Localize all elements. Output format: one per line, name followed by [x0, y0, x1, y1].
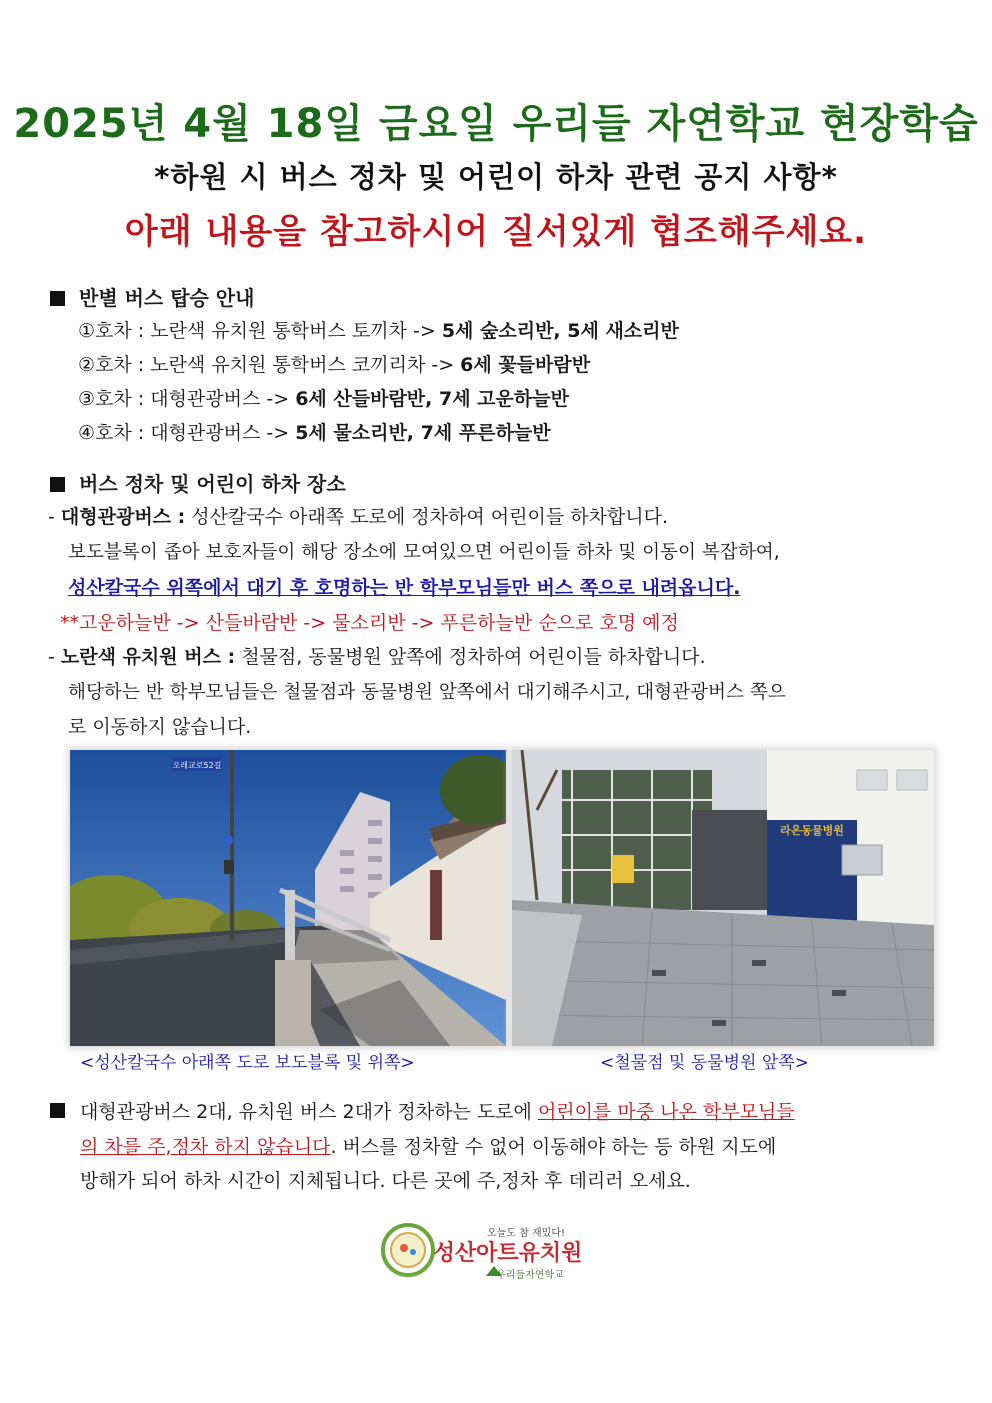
parking-notice-bullet — [50, 1098, 79, 1122]
call-order-note: **고운하늘반 -> 산들바람반 -> 물소리반 -> 푸른하늘반 순으로 호명 예정 — [60, 612, 679, 634]
logo-sub: 우리들자연학교 — [496, 1270, 564, 1281]
main-title: 2025년 4월 18일 금요일 우리들 자연학교 현장학습 — [13, 101, 979, 147]
shop-sign-text: 라온동물병원 — [780, 824, 844, 837]
section-stop-location-heading: 버스 정차 및 어린이 하차 장소 — [50, 468, 346, 497]
logo-tagline: 오늘도 참 재밌다! — [487, 1228, 565, 1239]
bus-item-2: ②호차 : 노란색 유치원 통학버스 코끼리차 -> 6세 꽃들바람반 — [78, 354, 591, 376]
logo-emblem-icon — [380, 1218, 620, 1284]
bus-item-3: ③호차 : 대형관광버스 -> 6세 산들바람반, 7세 고운하늘반 — [78, 388, 569, 410]
cooperation-request: 아래 내용을 참고하시어 질서있게 협조해주세요. — [124, 212, 868, 252]
sidewalk-note: 보도블록이 좁아 보호자들이 해당 장소에 모여있으면 어린이들 하차 및 이동이 복잡하여, — [68, 542, 780, 563]
square-bullet-icon — [50, 291, 65, 306]
parent-wait-note-cont: 로 이동하지 않습니다. — [68, 716, 252, 738]
bus-item-4: ④호차 : 대형관광버스 -> 5세 물소리반, 7세 푸른하늘반 — [78, 422, 551, 444]
parking-notice-line1: 대형관광버스 2대, 유치원 버스 2대가 정차하는 도로에 어린이를 마중 나온 학부모님들 — [80, 1101, 795, 1123]
square-bullet-icon — [50, 477, 65, 492]
square-bullet-icon — [50, 1103, 65, 1118]
bus-item-1: ①호차 : 노란색 유치원 통학버스 토끼차 -> 5세 숲소리반, 5세 새소리반 — [78, 320, 679, 342]
kindergarten-logo — [380, 1218, 620, 1284]
street-sign-text: 오레교로52길 — [172, 761, 222, 770]
logo-name: 성산아트유치원 — [433, 1241, 583, 1266]
hardware-store-photo-image — [512, 750, 934, 1046]
parking-notice-line3: 방해가 되어 하차 시간이 지체됩니다. 다른 곳에 주,정차 후 데리러 오세요. — [80, 1170, 691, 1192]
section-bus-boarding-heading: 반별 버스 탑승 안내 — [50, 282, 254, 311]
parking-notice-line2: 의 차를 주,정차 하지 않습니다. 버스를 정차할 수 없어 이동해야 하는 등 하원 지도에 — [80, 1136, 777, 1158]
left-photo-caption: <성산칼국수 아래쪽 도로 보도블록 및 위쪽> — [80, 1053, 415, 1073]
photo-hardware-store — [512, 750, 934, 1046]
notice-subtitle: *하원 시 버스 정차 및 어린이 하차 관련 공지 사항* — [154, 160, 838, 194]
sidewalk-photo-image — [70, 750, 506, 1046]
right-photo-caption: <철물점 및 동물병원 앞쪽> — [600, 1053, 809, 1073]
photo-sidewalk — [70, 750, 506, 1046]
parent-wait-note: 해당하는 반 학부모님들은 철물점과 동물병원 앞쪽에서 대기해주시고, 대형관광버스 쪽으 — [68, 682, 786, 703]
tour-bus-line: - 대형관광버스 : 성산칼국수 아래쪽 도로에 정차하여 어린이들 하차합니다. — [48, 506, 669, 528]
wait-instruction: 성산칼국수 위쪽에서 대기 후 호명하는 반 학부모님들만 버스 쪽으로 내려옵니다. — [68, 577, 741, 599]
yellow-bus-line: - 노란색 유치원 버스 : 철물점, 동물병원 앞쪽에 정차하여 어린이들 하차합니다. — [48, 646, 706, 668]
